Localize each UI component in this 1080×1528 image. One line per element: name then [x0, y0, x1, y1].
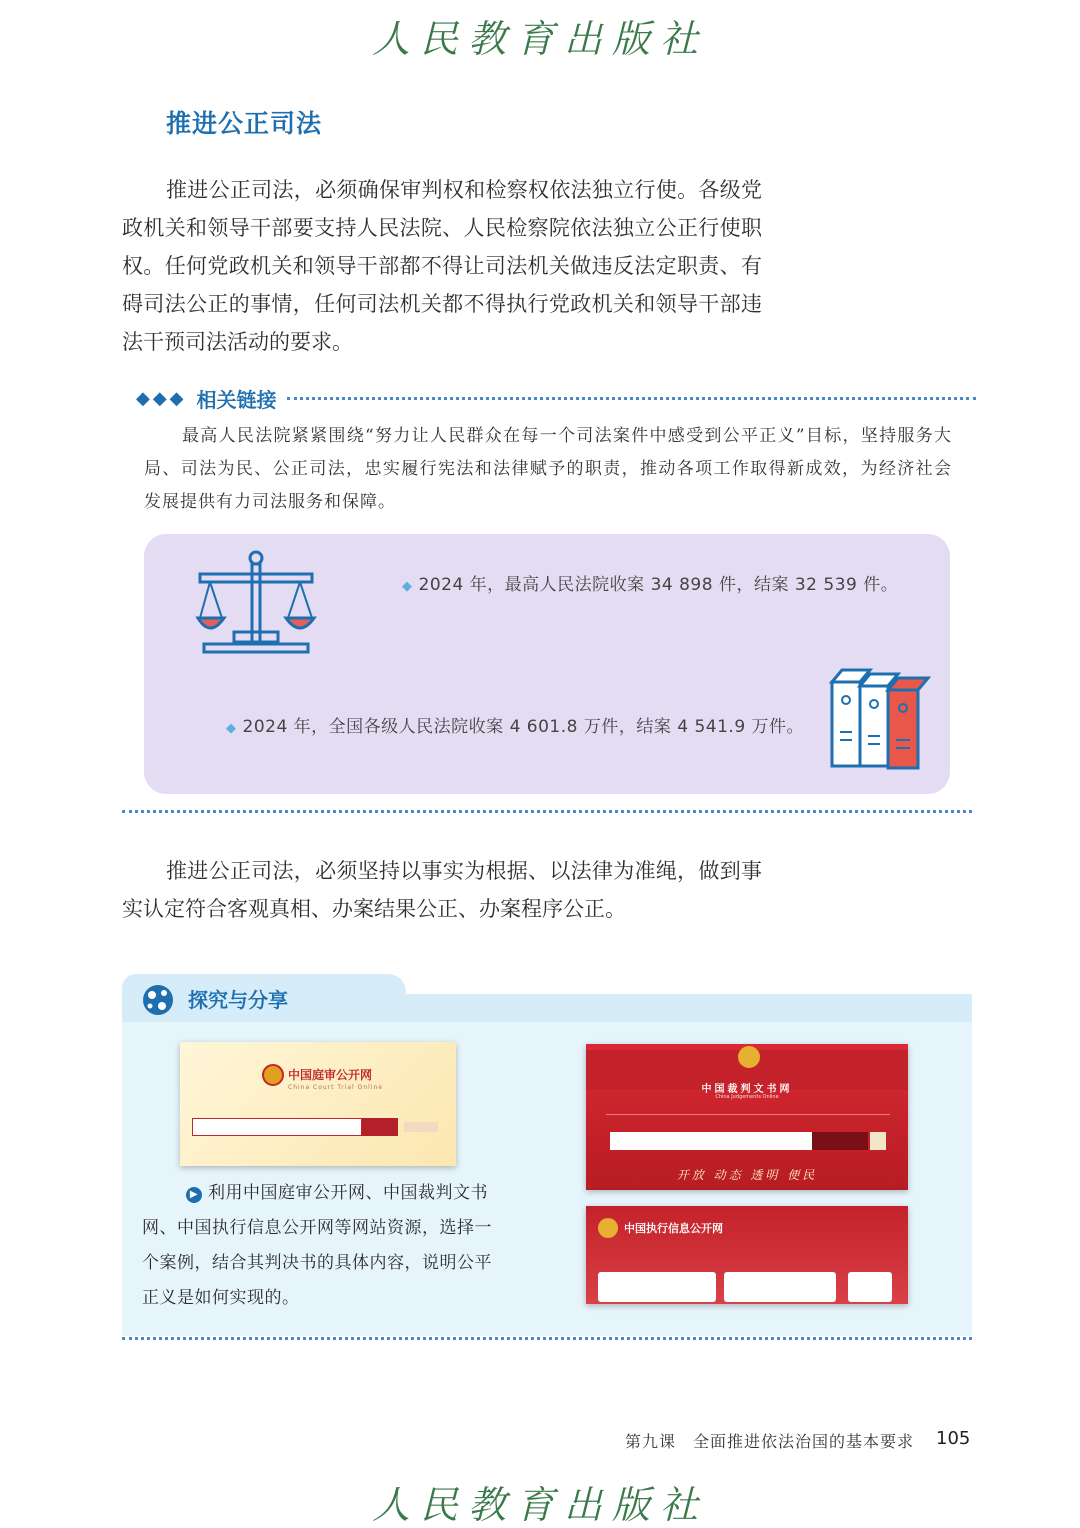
- case-files-icon: [828, 662, 932, 772]
- execution-info-website-screenshot: [586, 1206, 908, 1304]
- arrow-bullet-icon: ▶: [186, 1187, 202, 1203]
- publisher-logo-top: 人民教育出版社: [371, 17, 708, 61]
- judgments-site-english: China Judgements Online: [715, 1094, 779, 1100]
- stat-supreme-court: [402, 570, 898, 595]
- explore-instruction: [142, 1176, 502, 1316]
- related-link-title: 相关链接: [196, 387, 277, 412]
- paragraph-1: 推进公正司法，必须确保审判权和检察权依法独立行使。各级党政机关和领导干部要支持人民法院、人民检察院依法独立公正行使职权。任何党政机关和领导干部都不得让司法机关做违反法定职责、有碍司法公正的事情，任何司法机关都不得执行党政机关和领导干部违法干预司法活动的要求。: [122, 178, 762, 354]
- dotted-divider: [287, 397, 976, 400]
- diamond-bullet-icon: ◆: [226, 721, 237, 736]
- court-advanced-search: [404, 1122, 438, 1132]
- court-site-name: 中国庭审公开网: [288, 1068, 373, 1082]
- judgments-site-name: 中国裁判文书网: [701, 1084, 793, 1095]
- execution-site-name: 中国执行信息公开网: [624, 1222, 723, 1235]
- judgments-website-screenshot: [586, 1044, 908, 1190]
- judgments-search-button: [812, 1132, 868, 1150]
- explore-title: 探究与分享: [188, 988, 288, 1012]
- execution-emblem-icon: [598, 1218, 618, 1238]
- section-divider: [122, 810, 972, 813]
- judgments-motto: 开放 动态 透明 便民: [676, 1168, 818, 1182]
- related-link-text: 最高人民法院紧紧围绕“努力让人民群众在每一个司法案件中感受到公平正义”目标，坚持服务大局、司法为民、公正司法，忠实履行宪法和法律赋予的职责，推动各项工作取得新成效，为经济社会发展提供有力司法服务和保障。: [144, 426, 952, 512]
- execution-query-card: [598, 1272, 716, 1302]
- statistics-panel: [144, 534, 950, 794]
- court-site-english: China Court Trial Online: [288, 1084, 383, 1091]
- explore-instruction-text: 利用中国庭审公开网、中国裁判文书网、中国执行信息公开网等网站资源，选择一个案例，结合其判决书的具体内容，说明公平正义是如何实现的。: [142, 1183, 492, 1308]
- help-icon: [870, 1132, 886, 1150]
- court-search-box: [192, 1118, 362, 1136]
- scales-of-justice-icon: [194, 548, 318, 660]
- judgments-nav-bar: [606, 1114, 890, 1120]
- paragraph-2: 推进公正司法，必须坚持以事实为根据、以法律为准绳，做到事实认定符合客观真相、办案结果公正、办案程序公正。: [122, 859, 762, 921]
- execution-case-card: [724, 1272, 836, 1302]
- diamond-icons: ◆◆◆: [136, 387, 187, 409]
- court-trial-website-screenshot: [180, 1042, 456, 1166]
- footer-lesson-title: 第九课 全面推进依法治国的基本要求: [624, 1432, 914, 1451]
- section-heading: 推进公正司法: [166, 109, 323, 138]
- stat-text: 2024 年，最高人民法院收案 34 898 件，结案 32 539 件。: [418, 575, 899, 595]
- stat-text: 2024 年，全国各级人民法院收案 4 601.8 万件，结案 4 541.9 万件。: [242, 717, 805, 737]
- diamond-bullet-icon: ◆: [402, 579, 413, 594]
- publisher-logo-bottom: 人民教育出版社: [371, 1483, 708, 1527]
- execution-guide-card: [848, 1272, 892, 1302]
- related-link-header: [136, 384, 976, 412]
- stat-all-courts: [226, 712, 804, 737]
- judgments-emblem-icon: [738, 1046, 760, 1068]
- explore-and-share-box: [122, 974, 972, 1336]
- court-search-button: [362, 1118, 398, 1136]
- molecule-icon: [138, 982, 178, 1018]
- section-divider-bottom: [122, 1337, 972, 1340]
- page-number: 105: [936, 1428, 971, 1449]
- court-emblem-icon: [262, 1064, 284, 1086]
